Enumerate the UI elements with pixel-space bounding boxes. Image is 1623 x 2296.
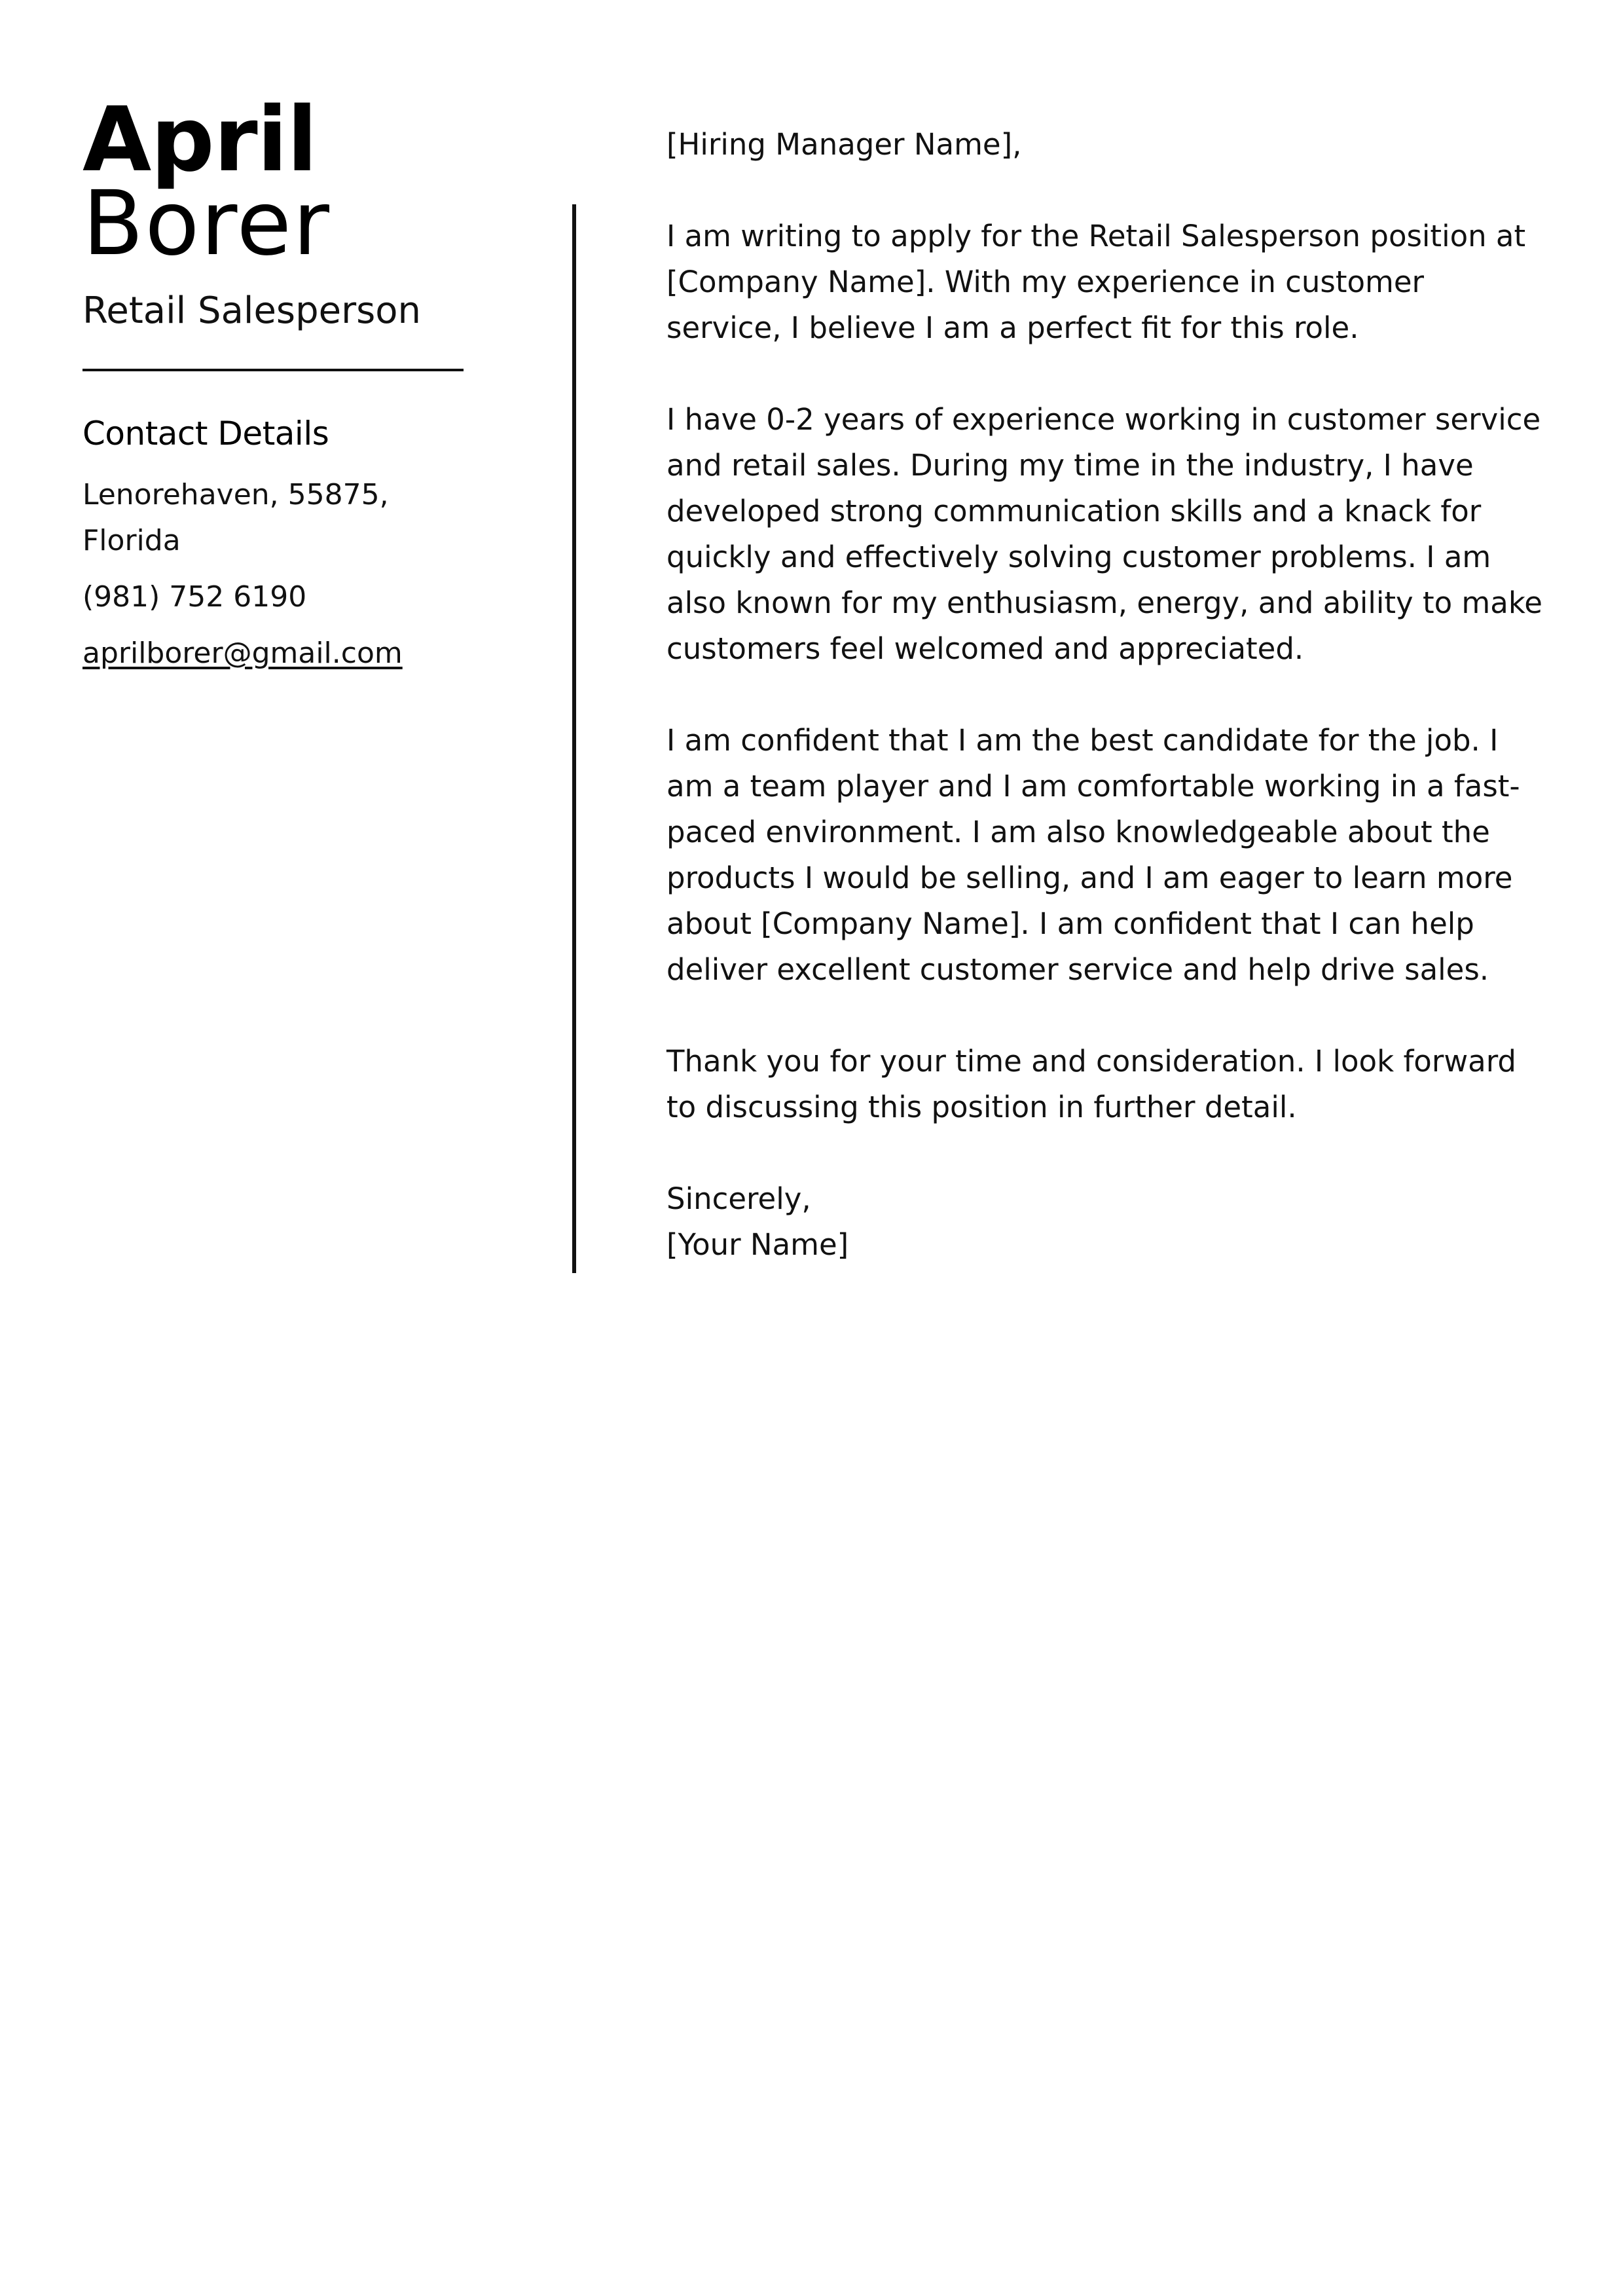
job-title: Retail Salesperson: [82, 289, 422, 332]
last-name: Borer: [82, 172, 331, 276]
signature: [Your Name]: [666, 1227, 849, 1262]
closing-line: Sincerely,: [666, 1181, 811, 1216]
contact-email-link[interactable]: aprilborer@gmail.com: [82, 637, 403, 670]
column-divider: [572, 204, 576, 1273]
letter-body: [666, 122, 1544, 1268]
contact-address: Lenorehaven, 55875, Florida: [82, 478, 389, 557]
contact-phone: (981) 752 6190: [82, 580, 307, 614]
letter-paragraph: Thank you for your time and consideration. I look forward to discussing this position in further detail.: [666, 1044, 1516, 1124]
contact-heading: Contact Details: [82, 415, 329, 453]
sidebar: [82, 88, 475, 676]
letter-paragraph: I am confident that I am the best candidate for the job. I am a team player and I am comfortable working in a fast-paced environment. I am also knowledgeable about the products I would be selling, and I am eager to learn more about [Company Name]. I am confident that I can help deliver excellent customer service and help drive sales.: [666, 723, 1520, 987]
letter-paragraph: I am writing to apply for the Retail Salesperson position at [Company Name]. With my experience in customer service, I believe I am a perfect fit for this role.: [666, 219, 1526, 345]
sidebar-divider: [82, 369, 464, 371]
salutation: [Hiring Manager Name],: [666, 127, 1022, 162]
closing-block: [666, 1176, 1544, 1268]
letter-paragraph: I have 0-2 years of experience working in customer service and retail sales. During my time in the industry, I have developed strong communication skills and a knack for quickly and effectively solving customer problems. I am also known for my enthusiasm, energy, and ability to make customers feel welcomed and appreciated.: [666, 402, 1542, 666]
first-name: April: [82, 88, 317, 192]
